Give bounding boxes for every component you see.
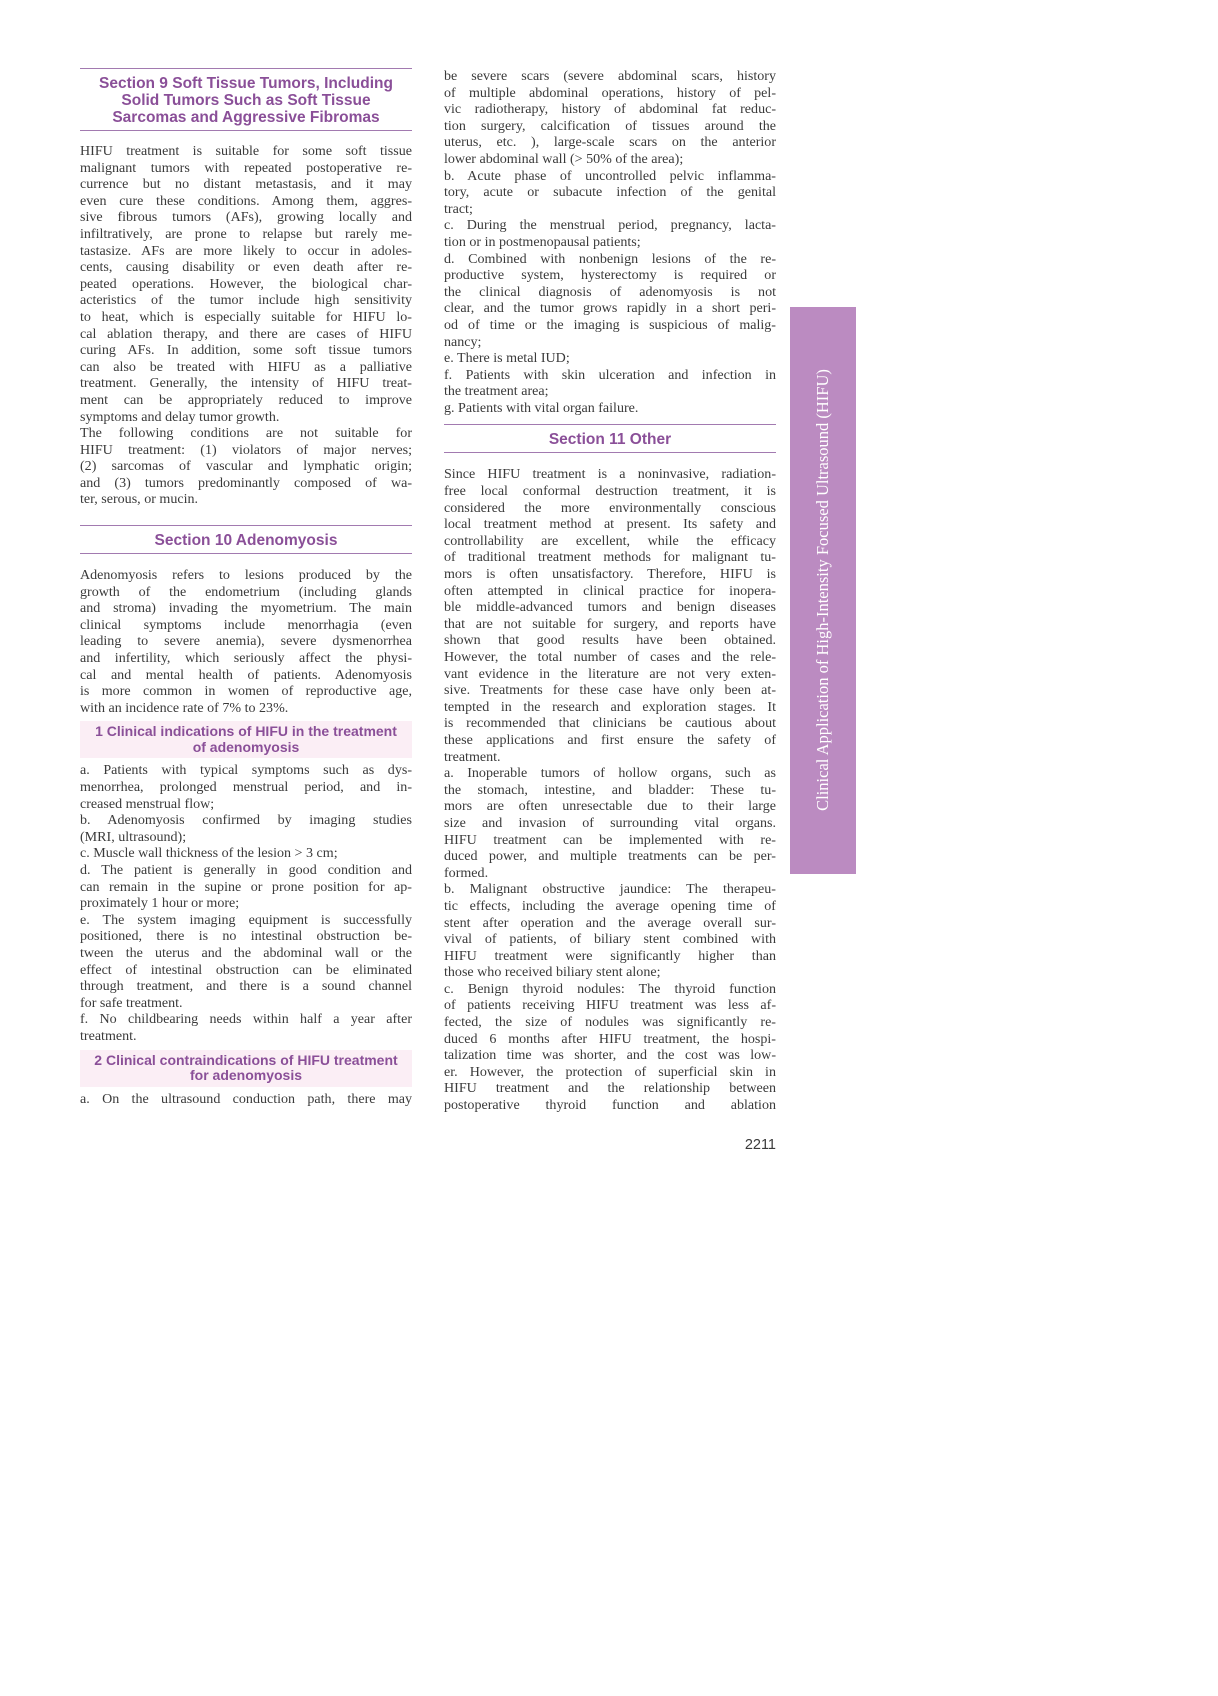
- right-column: [444, 68, 776, 1114]
- text-line: Since HIFU treatment is a noninvasive, radiation-: [444, 466, 776, 483]
- adenomyosis-indications-list: [80, 762, 412, 1044]
- text-line: b. Acute phase of uncontrolled pelvic inflamma-: [444, 167, 776, 184]
- text-line: vant evidence in the literature are not very exten-: [444, 665, 776, 682]
- text-line: clear, and the tumor grows rapidly in a short peri-: [444, 300, 776, 317]
- text-line: proximately 1 hour or more;: [80, 895, 240, 912]
- text-line: infiltratively, are prone to relapse but rarely me-: [80, 225, 412, 242]
- text-line: growth of the endometrium (including glands: [80, 583, 412, 600]
- text-line: of multiple abdominal operations, history of pel-: [444, 84, 776, 101]
- side-tab-title: Clinical Application of High-Intensity Focused Ultrasound (HIFU): [813, 369, 832, 811]
- text-line: even cure these conditions. Among them, aggres-: [80, 192, 412, 209]
- list-item: [444, 251, 776, 351]
- text-line: b. Malignant obstructive jaundice: The therapeu-: [444, 881, 776, 898]
- text-line: od of time or the imaging is suspicious of malig-: [444, 316, 776, 333]
- text-line: these applications and first ensure the safety of: [444, 731, 776, 748]
- text-line: fected, the size of nodules was significantly re-: [444, 1014, 776, 1031]
- text-line: tic effects, including the average opening time of: [444, 897, 776, 914]
- text-line: ter, serous, or mucin.: [80, 491, 199, 508]
- text-line: acteristics of the tumor include high sensitivity: [80, 292, 412, 309]
- text-line: (2) sarcomas of vascular and lymphatic origin;: [80, 458, 412, 475]
- list-item: [80, 812, 412, 845]
- text-line: curing AFs. In addition, some soft tissue tumors: [80, 342, 412, 359]
- text-line: treatment.: [444, 748, 501, 765]
- text-line: menorrhea, prolonged menstrual period, and in-: [80, 779, 412, 795]
- text-line: for safe treatment.: [80, 994, 183, 1011]
- text-line: nancy;: [444, 333, 482, 350]
- text-line: er. However, the protection of superficial skin in: [444, 1063, 776, 1080]
- text-line: duced power, and multiple treatments can be per-: [444, 848, 776, 865]
- text-line: shown that good results have been obtained.: [444, 632, 776, 649]
- text-line: tion or in postmenopausal patients;: [444, 233, 641, 250]
- text-line: (MRI, ultrasound);: [80, 828, 187, 845]
- text-line: free local conformal destruction treatment, it is: [444, 483, 776, 500]
- heading-line: Solid Tumors Such as Soft Tissue: [121, 92, 371, 109]
- text-line: e. The system imaging equipment is successfully: [80, 911, 412, 928]
- text-line: peated operations. However, the biological char-: [80, 275, 412, 292]
- text-line: HIFU treatment and the relationship between: [444, 1080, 776, 1097]
- text-line: ment can be appropriately reduced to improve: [80, 391, 412, 408]
- section-10-heading: Section 10 Adenomyosis: [80, 525, 412, 554]
- text-line: symptoms and delay tumor growth.: [80, 408, 280, 425]
- text-line: sive. Treatments for these case have only been at-: [444, 682, 776, 699]
- text-line: c. During the menstrual period, pregnancy, lacta-: [444, 217, 776, 234]
- adenomyosis-contraindications-heading: [80, 1050, 412, 1087]
- adenomyosis-indications-heading: [80, 721, 412, 758]
- list-item: [80, 845, 412, 862]
- text-line: tastasize. AFs are more likely to occur in adoles-: [80, 242, 412, 259]
- text-line: mors is often unsatisfactory. Therefore, HIFU is: [444, 566, 776, 583]
- text-line: can also be treated with HIFU as a palliative: [80, 358, 412, 375]
- side-tab: [790, 307, 856, 874]
- text-line: currence but no distant metastasis, and it may: [80, 176, 412, 193]
- text-line: HIFU treatment can be implemented with re-: [444, 831, 776, 848]
- text-line: The following conditions are not suitable for: [80, 425, 412, 442]
- text-line: d. Combined with nonbenign lesions of the re-: [444, 250, 776, 267]
- section-9-paragraph-2: [80, 425, 412, 508]
- text-line: postoperative thyroid function and ablation: [444, 1097, 776, 1114]
- section-10-paragraph-1: [80, 567, 412, 716]
- text-line: tory, acute or subacute infection of the genital: [444, 184, 776, 201]
- text-line: malignant tumors with repeated postoperative re-: [80, 159, 412, 176]
- text-line: the clinical diagnosis of adenomyosis is not: [444, 283, 776, 300]
- text-line: cal and mental health of patients. Adenomyosis: [80, 666, 412, 683]
- text-line: HIFU treatment: (1) violators of major nerves;: [80, 441, 412, 458]
- text-line: a. On the ultrasound conduction path, there may: [80, 1090, 412, 1107]
- text-line: ble middle-advanced tumors and benign diseases: [444, 599, 776, 616]
- text-line: tion surgery, calcification of tissues around the: [444, 117, 776, 134]
- text-line: formed.: [444, 864, 489, 881]
- heading-line: 2 Clinical contraindications of HIFU treatment: [94, 1051, 398, 1068]
- text-line: clinical symptoms include menorrhagia (even: [80, 616, 412, 633]
- text-line: that are not suitable for surgery, and reports have: [444, 615, 776, 632]
- text-line: is recommended that clinicians be cautious about: [444, 715, 776, 732]
- heading-line: Sarcomas and Aggressive Fibromas: [112, 109, 380, 126]
- text-line: treatment.: [80, 1027, 137, 1044]
- list-item: [444, 881, 776, 981]
- text-line: vival of patients, of biliary stent combined with: [444, 931, 776, 948]
- page-number: 2211: [744, 1137, 776, 1153]
- text-line: is more common in women of reproductive age,: [80, 683, 412, 700]
- text-line: f. Patients with skin ulceration and infection in: [444, 366, 776, 383]
- list-item: [444, 350, 776, 367]
- text-line: of traditional treatment methods for malignant tu-: [444, 549, 776, 566]
- list-item: [444, 168, 776, 218]
- heading-line: for adenomyosis: [189, 1067, 303, 1083]
- text-line: a. Patients with typical symptoms such as dys-: [80, 762, 412, 779]
- list-item: [80, 912, 412, 1012]
- text-line: mors are often unresectable due to their large: [444, 798, 776, 815]
- list-item: [444, 217, 776, 250]
- section-11-heading: Section 11 Other: [444, 424, 776, 453]
- text-line: creased menstrual flow;: [80, 795, 215, 812]
- text-line: d. The patient is generally in good condition and: [80, 861, 412, 878]
- text-line: However, the total number of cases and the rele-: [444, 649, 776, 665]
- text-line: treatment. Generally, the intensity of HIFU treat-: [80, 375, 412, 392]
- text-line: c. Muscle wall thickness of the lesion > 3 cm;: [80, 845, 338, 862]
- heading-line: Section 9 Soft Tissue Tumors, Including: [99, 75, 393, 92]
- text-line: with an incidence rate of 7% to 23%.: [80, 699, 289, 716]
- section-11-paragraph-1: [444, 466, 776, 765]
- text-line: effect of intestinal obstruction can be eliminated: [80, 961, 412, 978]
- text-line: HIFU treatment is suitable for some soft tissue: [80, 143, 412, 159]
- text-line: cents, causing disability or even death after re-: [80, 259, 412, 276]
- list-item: [444, 367, 776, 400]
- text-line: productive system, hysterectomy is required or: [444, 267, 776, 284]
- text-line: cal ablation therapy, and there are cases of HIFU: [80, 325, 412, 342]
- text-line: to heat, which is especially suitable for HIFU lo-: [80, 308, 412, 325]
- text-line: duced 6 months after HIFU treatment, the hospi-: [444, 1030, 776, 1047]
- text-line: vic radiotherapy, history of abdominal fat reduc-: [444, 101, 776, 118]
- text-line: g. Patients with vital organ failure.: [444, 399, 639, 416]
- text-line: leading to severe anemia), severe dysmenorrhea: [80, 633, 412, 650]
- text-line: the stomach, intestine, and bladder: These tu-: [444, 781, 776, 798]
- text-line: lower abdominal wall (> 50% of the area);: [444, 150, 684, 167]
- text-line: be severe scars (severe abdominal scars, history: [444, 68, 776, 84]
- section-9-paragraph-1: [80, 143, 412, 425]
- text-line: of patients receiving HIFU treatment was less af-: [444, 997, 776, 1014]
- text-line: often attempted in clinical practice for inopera-: [444, 582, 776, 599]
- heading-line: 1 Clinical indications of HIFU in the treatment: [95, 723, 397, 740]
- text-line: local treatment method at present. Its safety and: [444, 516, 776, 533]
- text-line: Adenomyosis refers to lesions produced by the: [80, 567, 412, 584]
- left-column: [80, 68, 412, 1107]
- text-line: and (3) tumors predominantly composed of wa-: [80, 474, 412, 491]
- text-line: sive fibrous tumors (AFs), growing locally and: [80, 209, 412, 226]
- text-line: talization time was shorter, and the cost was low-: [444, 1047, 776, 1064]
- text-line: uterus, etc. ), large-scale scars on the anterior: [444, 134, 776, 151]
- list-item: [444, 400, 776, 417]
- text-line: tempted in the research and exploration stages. It: [444, 698, 776, 715]
- list-item: [80, 762, 412, 812]
- text-line: e. There is metal IUD;: [444, 350, 570, 367]
- text-line: a. Inoperable tumors of hollow organs, such as: [444, 765, 776, 782]
- text-line: positioned, there is no intestinal obstruction be-: [80, 928, 412, 945]
- list-item: [444, 765, 776, 881]
- text-line: controllability are excellent, while the efficacy: [444, 532, 776, 549]
- contraindication-item-a-start: [80, 1091, 412, 1108]
- text-line: and infertility, which seriously affect the physi-: [80, 650, 412, 667]
- text-line: tween the uterus and the abdominal wall or the: [80, 944, 412, 961]
- text-line: the treatment area;: [444, 383, 549, 400]
- text-line: considered the more environmentally conscious: [444, 499, 776, 516]
- list-item: [80, 1011, 412, 1044]
- list-item: [444, 981, 776, 1114]
- text-line: stent after operation and the average overall sur-: [444, 914, 776, 931]
- section-11-items: [444, 765, 776, 1113]
- text-line: c. Benign thyroid nodules: The thyroid function: [444, 980, 776, 997]
- text-line: size and invasion of surrounding vital organs.: [444, 814, 776, 831]
- list-item: [444, 68, 776, 168]
- text-line: can remain in the supine or prone position for ap-: [80, 878, 412, 895]
- heading-line: of adenomyosis: [192, 738, 300, 755]
- text-line: tract;: [444, 200, 473, 217]
- list-item: [80, 862, 412, 912]
- text-line: b. Adenomyosis confirmed by imaging studies: [80, 812, 412, 829]
- text-line: f. No childbearing needs within half a year after: [80, 1011, 412, 1028]
- adenomyosis-contraindications-list: [444, 68, 776, 416]
- text-line: HIFU treatment were significantly higher than: [444, 947, 776, 964]
- text-line: through treatment, and there is a sound channel: [80, 978, 412, 995]
- text-line: and stroma) invading the myometrium. The main: [80, 600, 412, 617]
- section-9-heading: [80, 68, 412, 131]
- text-line: those who received biliary stent alone;: [444, 964, 661, 981]
